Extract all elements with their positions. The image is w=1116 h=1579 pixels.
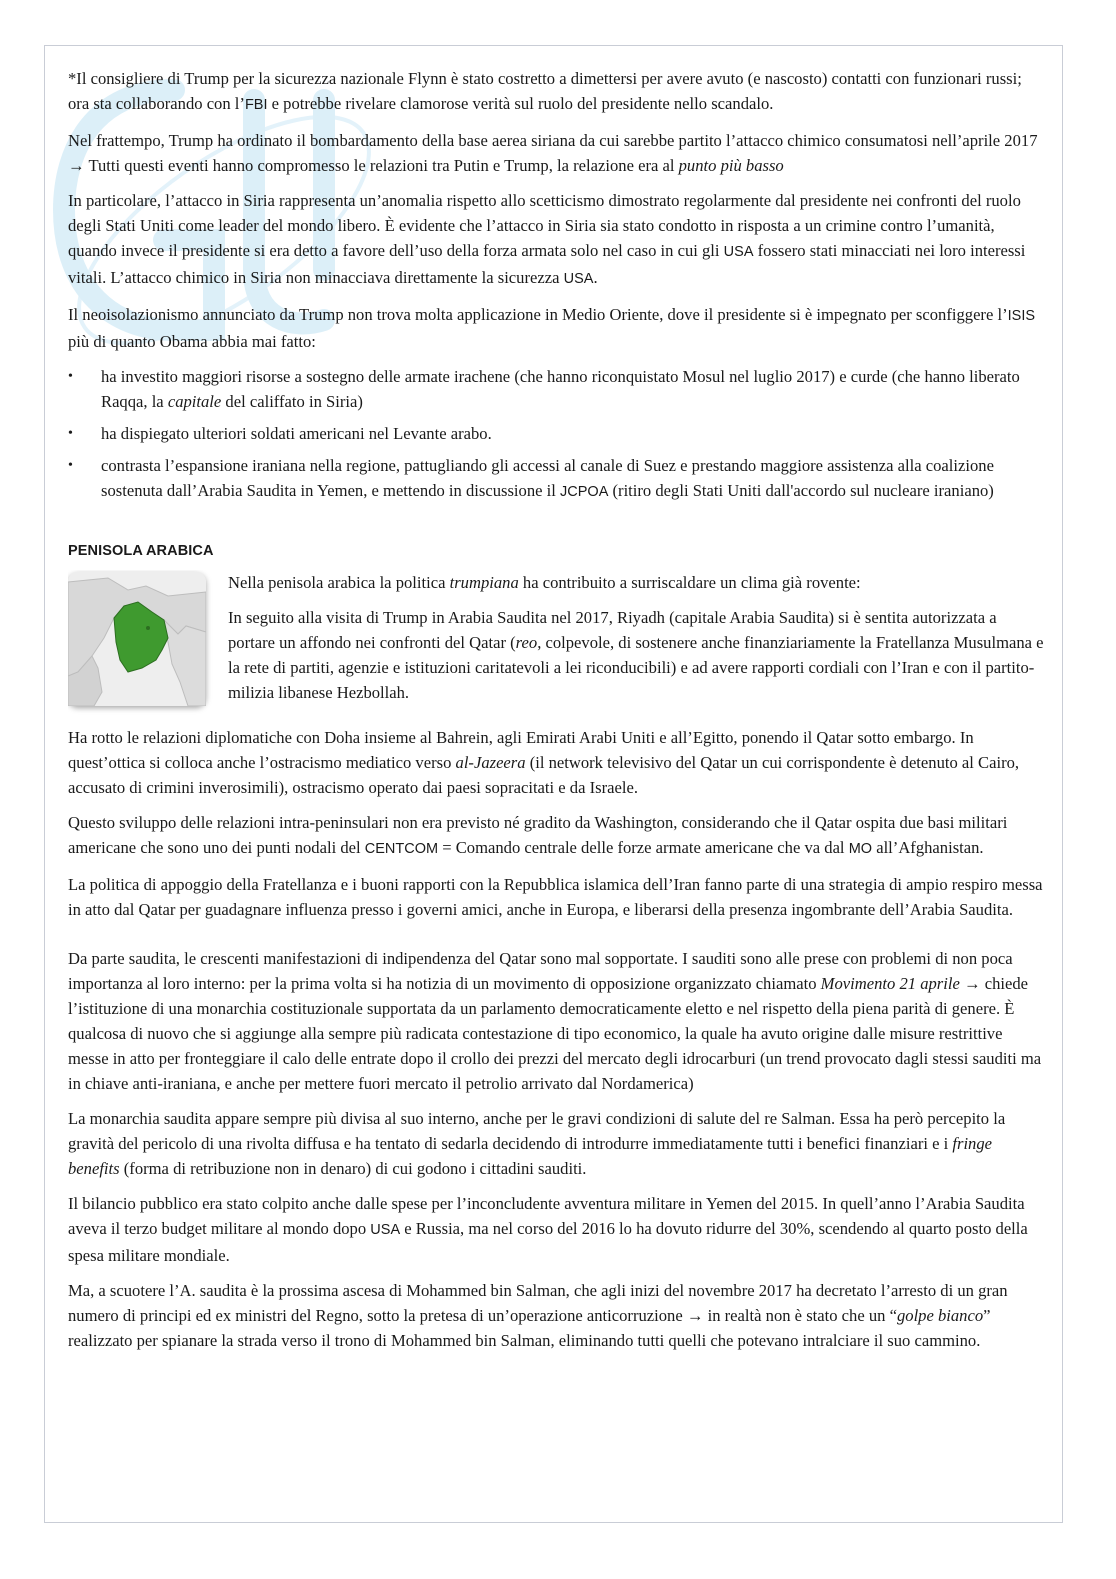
acronym-mo: MO — [848, 841, 873, 857]
text: Il neoisolazionismo annunciato da Trump non trova molta applicazione in Medio Oriente, dove il presidente si è impegnato per sconfiggere l’ — [68, 305, 1008, 324]
text: Ma, a scuotere l’A. saudita è la prossima ascesa di Mohammed bin Salman, che agli inizi del novembre 2017 ha decretato l’arresto di un gran numero di principi ed ex ministri del Regno, sotto la pretesa di un’operazione anticorruzione → in realtà non è stato che un “ — [68, 1281, 1008, 1325]
text: ha dispiegato ulteriori soldati americani nel Levante arabo. — [101, 424, 492, 443]
text: all’Afghanistan. — [872, 838, 984, 857]
text: Da parte saudita, le crescenti manifestazioni di indipendenza del Qatar sono mal sopportate. I sauditi sono alle prese con problemi di non poca importanza al loro interno: per la prima volta si ha notizia di un movimento di opposizione organizzato chiamato — [68, 949, 1013, 993]
emphasis: al-Jazeera — [455, 753, 526, 772]
text: ” realizzato per spianare la strada verso il trono di Mohammed bin Salman, eliminando tutti quelli che potevano intralciare il suo cammino. — [68, 1306, 991, 1350]
text: (ritiro degli Stati Uniti dall'accordo sul nucleare iraniano) — [608, 481, 994, 500]
text: → chiede l’istituzione di una monarchia costituzionale supportata da un parlamento democraticamente eletto e nel rispetto della piena parità di genere. È qualcosa di nuovo che si aggiunge alla sempre più radicata contestazione di tipo economico, la quale ha avuto origine dalle misure restrittive messe in atto per fronteggiare il calo delle entrate dopo il crollo dei prezzi del mercato degli idrocarburi (un trend provocato dagli stessi sauditi ma in chiave anti-iraniana, e anche per mettere fuori mercato il petrolio arrivato dal Nordamerica) — [68, 974, 1042, 1093]
text: In particolare, l’attacco in Siria rappresenta un’anomalia rispetto allo scetticismo dimostrato regolarmente dal presidente nei confronti del ruolo degli Stati Uniti come leader del mondo libero. È evidente che l’attacco in Siria sia stato condotto in risposta a un crimine contro l’umanità, quando invece il presidente si era detto a favore dell’uso della forza armata solo nel caso in cui gli — [68, 191, 1021, 260]
paragraph-monarchy — [68, 1106, 1046, 1181]
paragraph-neoisolationism — [68, 302, 1046, 354]
emphasis: fringe benefits — [68, 1134, 993, 1178]
paragraph-bombardment — [68, 128, 1046, 178]
paragraph-washington — [68, 810, 1046, 862]
acronym-usa: USA — [370, 1222, 401, 1238]
text: . — [593, 268, 598, 287]
paragraph-trump-visit — [68, 605, 1046, 705]
acronym-isis: ISIS — [1007, 308, 1036, 324]
paragraph-doha — [68, 725, 1046, 800]
text: del califfato in Siria) — [221, 392, 363, 411]
paragraph-budget — [68, 1191, 1046, 1268]
text: In seguito alla visita di Trump in Arabia Saudita nel 2017, Riyadh (capitale Arabia Saudita) si è sentita autorizzata a portare un affondo nei confronti del Qatar ( — [228, 608, 997, 652]
map-block — [68, 570, 1046, 715]
paragraph-saudi-side — [68, 946, 1046, 1096]
text: Ha rotto le relazioni diplomatiche con Doha insieme al Bahrein, agli Emirati Arabi Uniti e all’Egitto, ponendo il Qatar sotto embargo. In quest’ottica si colloca anche l’ostracismo mediatico verso — [68, 728, 974, 772]
text: *Il consigliere di Trump per la sicurezza nazionale Flynn è stato costretto a dimettersi per avere avuto (e nascosto) contatti con funzionari russi; ora sta collaborando con l’ — [68, 69, 1022, 113]
arabian-peninsula-map-icon — [68, 572, 206, 706]
paragraph-qatar-strategy — [68, 872, 1046, 922]
paragraph-mbs — [68, 1278, 1046, 1353]
emphasis: golpe bianco — [896, 1306, 984, 1325]
text: e Russia, ma nel corso del 2016 lo ha dovuto ridurre del 30%, scendendo al quarto posto della spesa militare mondiale. — [68, 1219, 1028, 1265]
bullet-list — [68, 364, 1046, 505]
text: Questo sviluppo delle relazioni intra-peninsulari non era previsto né gradito da Washington, considerando che il Qatar ospita due basi militari americane che sono uno dei punti nodali del — [68, 813, 1008, 857]
list-item — [68, 421, 1046, 446]
text: La monarchia saudita appare sempre più divisa al suo interno, anche per le gravi condizioni di salute del re Salman. Essa ha però percepito la gravità del pericolo di una rivolta diffusa e ha tentato di sedarla decidendo di introdurre immediatamente tutti i benefici finanziari e i — [68, 1109, 1006, 1153]
text: ha contribuito a surriscaldare un clima già rovente: — [518, 573, 861, 592]
acronym-usa: USA — [563, 271, 594, 287]
emphasis: Movimento 21 aprile — [820, 974, 960, 993]
document-body — [68, 66, 1046, 1363]
list-item — [68, 453, 1046, 505]
acronym-jcpoa: JCPOA — [560, 484, 609, 500]
text: più di quanto Obama abbia mai fatto: — [68, 332, 316, 351]
text: Nella penisola arabica la politica — [228, 573, 450, 592]
section-heading: PENISOLA ARABICA — [68, 543, 214, 559]
text: ha investito maggiori risorse a sostegno delle armate irachene (che hanno riconquistato Mosul nel luglio 2017) e curde (che hanno liberato Raqqa, la — [101, 367, 1020, 411]
paragraph-flynn — [68, 66, 1046, 118]
emphasis: punto più basso — [678, 156, 784, 175]
emphasis: reo — [515, 633, 538, 652]
paragraph-peninsula-intro — [68, 570, 1046, 595]
text: Il bilancio pubblico era stato colpito anche dalle spese per l’inconcludente avventura militare in Yemen del 2015. In quell’anno l’Arabia Saudita aveva il terzo budget militare al mondo dopo — [68, 1194, 1025, 1238]
text: Nel frattempo, Trump ha ordinato il bombardamento della base aerea siriana da cui sarebbe partito l’attacco chimico consumatosi nell’aprile 2017 → Tutti questi eventi hanno compromesso le relazioni tra Putin e Trump, la relazione era al — [68, 131, 1038, 175]
text: fossero stati minacciati nei loro interessi vitali. L’attacco chimico in Siria non minacciava direttamente la sicurezza — [68, 241, 1026, 287]
acronym-centcom: CENTCOM — [364, 841, 439, 857]
text: = Comando centrale delle forze armate americane che va dal — [438, 838, 849, 857]
map-text — [68, 570, 1046, 705]
text: (forma di retribuzione non in denaro) di cui godono i cittadini sauditi. — [119, 1159, 587, 1178]
emphasis: capitale — [167, 392, 222, 411]
paragraph-syria-attack — [68, 188, 1046, 292]
spacer — [68, 932, 1046, 946]
acronym-fbi: FBI — [244, 97, 268, 113]
text: (il network televisivo del Qatar un cui corrispondente è detenuto al Cairo, accusato di crimini inverosimili), ostracismo operato dai paesi sopracitati e da Israele. — [68, 753, 1020, 797]
acronym-usa: USA — [723, 244, 754, 260]
text: La politica di appoggio della Fratellanza e i buoni rapporti con la Repubblica islamica dell’Iran fanno parte di una strategia di ampio respiro messa in atto dal Qatar per guadagnare influenza presso i governi amici, anche in Europa, e liberarsi della presenza ingombrante dell’Arabia Saudita. — [68, 875, 1043, 919]
emphasis: trumpiana — [449, 573, 519, 592]
text: e potrebbe rivelare clamorose verità sul ruolo del presidente nello scandalo. — [267, 94, 774, 113]
text: contrasta l’espansione iraniana nella regione, pattugliando gli accessi al canale di Suez e prestando maggiore assistenza alla coalizione sostenuta dall’Arabia Saudita in Yemen, e mettendo in discussione il — [101, 456, 994, 500]
text: , colpevole, di sostenere anche finanziariamente la Fratellanza Musulmana e la rete di partiti, agenzie e istituzioni caritatevoli a lei riconducibili) e ad avere rapporti cordiali con l’Iran e con il partito-milizia libanese Hezbollah. — [228, 633, 1044, 702]
list-item — [68, 364, 1046, 414]
